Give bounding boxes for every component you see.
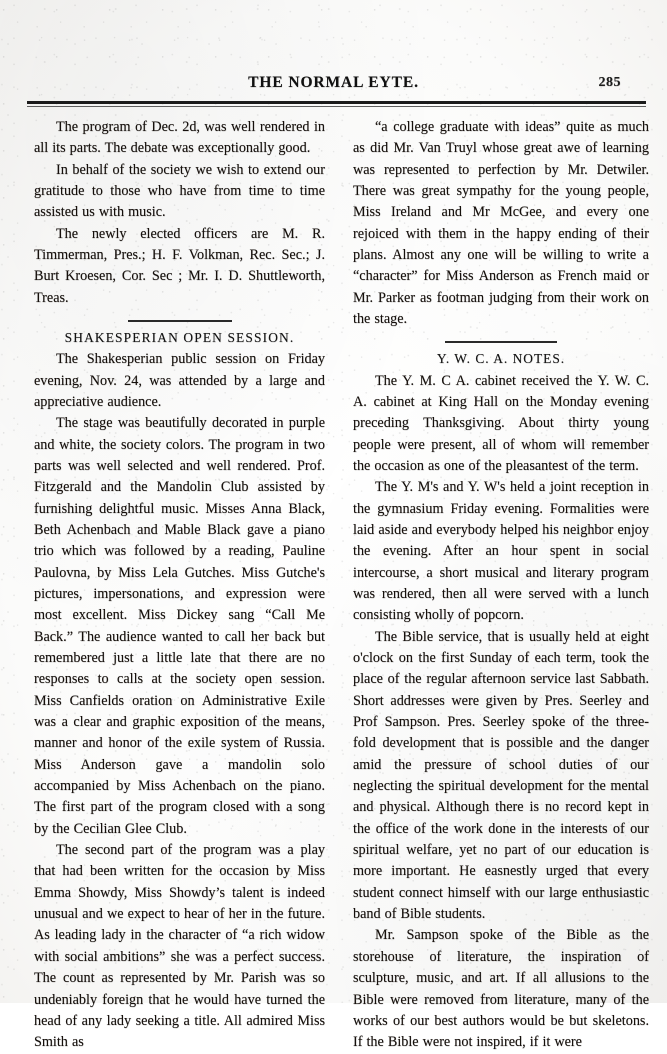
section-heading-ywca: Y. W. C. A. NOTES.: [436, 351, 566, 367]
paragraph: The newly elected officers are M. R. Timmerman, Pres.; H. F. Volkman, Rec. Sec.; J. Burt Kroesen, Cor. Sec ; Mr. I. D. Shuttleworth, Treas.: [34, 225, 325, 306]
journal-title: THE NORMAL EYTE.: [248, 74, 419, 91]
article-columns: [34, 117, 649, 1051]
header-rule-thin: [27, 106, 646, 107]
section-ywca: [353, 341, 649, 367]
paragraph: The Shakesperian public session on Friday evening, Nov. 24, was attended by a large and appreciative audience.: [34, 351, 325, 410]
running-head: [24, 74, 643, 96]
header-rule-thick: [27, 101, 646, 104]
section-shakesperian: [34, 320, 325, 346]
paragraph: The program of Dec. 2d, was well rendered in all its parts. The debate was exceptionally good.: [34, 119, 325, 157]
section-divider-rule: [445, 341, 557, 343]
paragraph: Mr. Sampson spoke of the Bible as the storehouse of literature, the inspiration of sculpture, music, and art. If all allusions to the Bible were removed from literature, many of the works of our best authors would be but skeletons. If the Bible were not inspired, if it were: [353, 927, 649, 1051]
paragraph: In behalf of the society we wish to extend our gratitude to those who have from time to time assisted us with music.: [34, 161, 325, 221]
column-left: [34, 117, 325, 1051]
paragraph: The second part of the program was a play that had been written for the occasion by Miss Emma Showdy, Miss Showdy’s talent is indeed unusual and we expect to hear of her in the future. As leading lady in the character of “a rich widow with social ambitions” she was a perfect success. The count as represented by Mr. Parish was so undeniably foreign that he would have turned the head of any lady seeking a title. All admired Miss Smith as: [34, 842, 325, 1051]
paragraph: The Y. M. C A. cabinet received the Y. W. C. A. cabinet at King Hall on the Monday evening preceding Thanksgiving. About thirty young people were present, all of whom will remember the occasion as one of the pleasantest of the term.: [353, 372, 649, 474]
paragraph: The stage was beautifully decorated in purple and white, the society colors. The program in two parts was well selected and well rendered. Prof. Fitzgerald and the Mandolin Club assisted by furnishing delightful music. Misses Anna Black, Beth Achenbach and Mable Black gave a piano trio which was followed by a reading, Pauline Paulovna, by Miss Lela Gutches. Miss Gutche's pictures, impersonations, and expression were most excellent. Miss Dickey sang “Call Me Back.” The audience wanted to call her back but remembered just a little late that there are no responses to calls at the society open session. Miss Canfields oration on Administrative Exile was a clear and graphic exposition of the means, manner and honor of the exile system of Russia. Miss Anderson gave a mandolin solo accompanied by Miss Achenbach on the piano. The first part of the program closed with a song by the Cecilian Glee Club.: [34, 415, 325, 837]
section-heading-shakesperian: SHAKESPERIAN OPEN SESSION.: [64, 329, 295, 345]
paragraph: “a college graduate with ideas” quite as much as did Mr. Van Truyl whose great awe of learning was represented to perfection by Mr. Detwiler. There was great sympathy for the young people, Miss Ireland and Mr McGee, and every one rejoiced with them in the happy ending of their plans. Almost any one will be willing to write a “character” for Miss Anderson as French maid or Mr. Parker as footman judging from their work on the stage.: [353, 119, 649, 328]
page-number: 285: [598, 75, 621, 90]
paragraph: The Y. M's and Y. W's held a joint reception in the gymnasium Friday evening. Formalities were laid aside and everybody helped his neighbor enjoy the evening. After an hour spent in social intercourse, a short musical and literary program was rendered, then all were served with a lunch consisting wholly of popcorn.: [353, 479, 649, 624]
paragraph: The Bible service, that is usually held at eight o'clock on the first Sunday of each term, took the place of the regular afternoon service last Sabbath. Short addresses were given by Pres. Seerley and Prof Sampson. Pres. Seerley spoke of the three-fold development that is possible and the danger amid the pressure of school duties of our neglecting the spiritual development for the mental and physical. Although there is no record kept in the office of the work done in the interests of our spiritual welfare, yet no part of our education is more important. He easnestly urged that every student connect himself with our large enthusiastic band of Bible students.: [353, 628, 649, 923]
column-right: [353, 117, 649, 1051]
section-divider-rule: [128, 320, 232, 322]
